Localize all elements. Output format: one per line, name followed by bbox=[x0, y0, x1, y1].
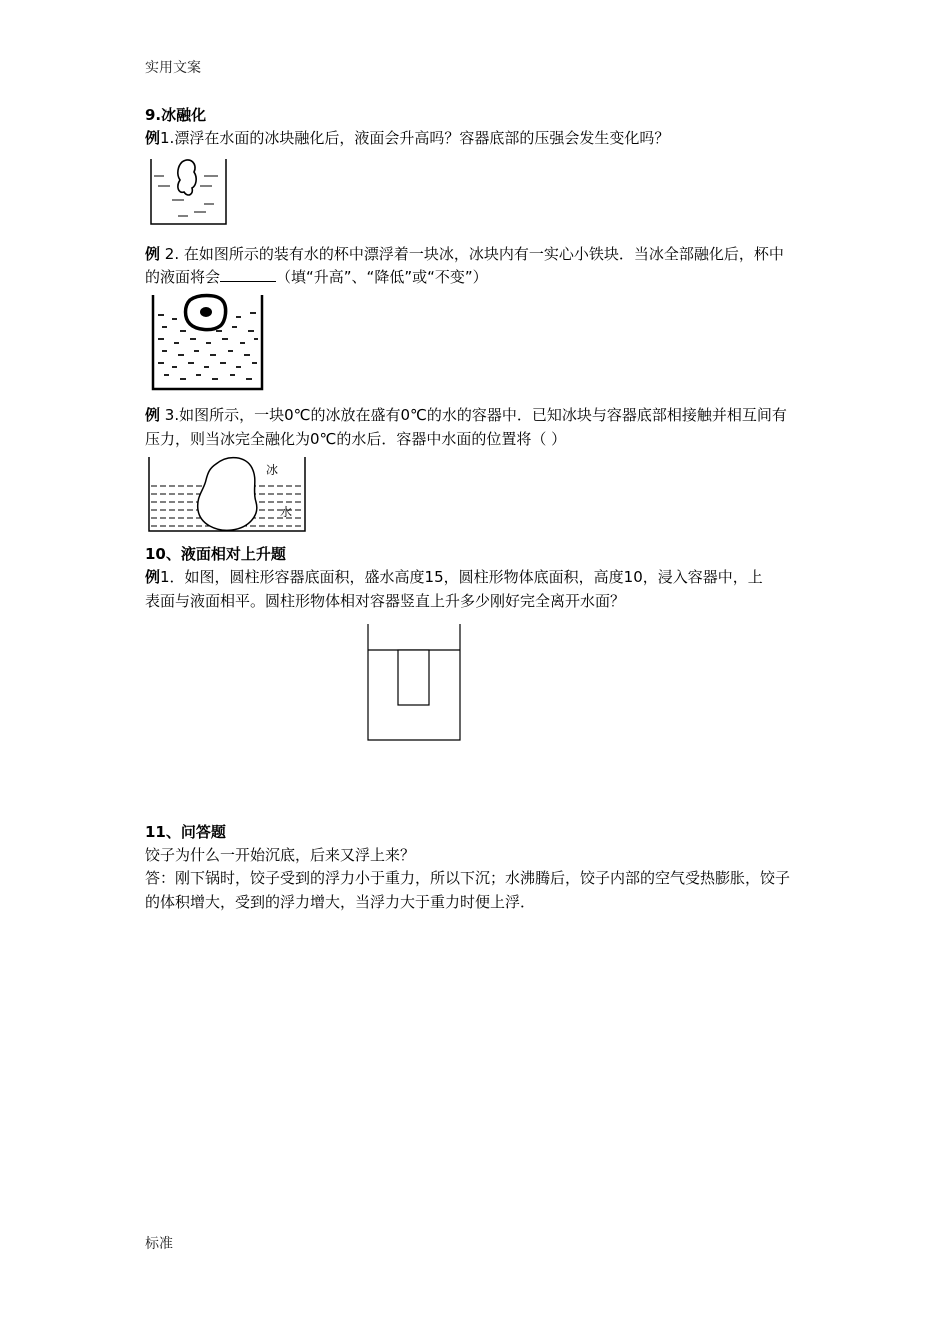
water-label: 水 bbox=[280, 505, 293, 519]
answer-blank bbox=[220, 267, 276, 282]
ice-label: 冰 bbox=[266, 463, 279, 477]
section-11-answer-line-1: 答：刚下锅时，饺子受到的浮力小于重力，所以下沉；水沸腾后，饺子内部的空气受热膨胀，饺子 bbox=[145, 869, 791, 887]
example-label: 例 bbox=[145, 129, 161, 147]
section-11-title: 11、问答题 bbox=[145, 823, 226, 841]
section-10-text: 1．如图，圆柱形容器底面积，盛水高度15，圆柱形物体底面积，高度10，浸入容器中，上 bbox=[160, 568, 763, 586]
figure-cylinder-in-container bbox=[364, 622, 464, 744]
example-2-text: 2. 在如图所示的装有水的杯中漂浮着一块冰，冰块内有一实心小铁块．当冰全部融化后，杯中 bbox=[160, 245, 784, 263]
section-11-answer-line-2: 的体积增大，受到的浮力增大，当浮力大于重力时便上浮． bbox=[145, 893, 536, 911]
example-2-text-b: （填“升高”、“降低”或“不变”） bbox=[276, 268, 488, 286]
section-9-example-2-line-2 bbox=[145, 266, 488, 287]
example-label: 例 bbox=[145, 568, 161, 586]
section-9-example-3-line-2 bbox=[145, 428, 566, 449]
page-header: 实用文案 bbox=[145, 60, 201, 76]
figure-floating-ice bbox=[148, 156, 230, 228]
figure-ice-with-iron bbox=[150, 292, 265, 392]
section-10-text-2: 表面与液面相平。圆柱形物体相对容器竖直上升多少刚好完全离开水面？ bbox=[145, 592, 626, 610]
section-10-title: 10、液面相对上升题 bbox=[145, 545, 286, 563]
example-3-text-2: 压力，则当冰完全融化为0℃的水后．容器中水面的位置将（ ） bbox=[145, 430, 567, 448]
section-11-question: 饺子为什么一开始沉底，后来又浮上来？ bbox=[145, 846, 416, 864]
example-label: 例 bbox=[145, 406, 161, 424]
section-9-example-3-line-1 bbox=[145, 404, 787, 425]
page-footer: 标准 bbox=[145, 1236, 173, 1252]
example-2-text-a: 的液面将会 bbox=[145, 268, 221, 286]
section-9-example-2-line-1 bbox=[145, 243, 784, 264]
example-1-text: 1.漂浮在水面的冰块融化后，液面会升高吗？容器底部的压强会发生变化吗？ bbox=[160, 129, 670, 147]
example-label: 例 bbox=[145, 245, 161, 263]
section-10-example-1-line-1 bbox=[145, 566, 763, 587]
example-3-text: 3.如图所示，一块0℃的冰放在盛有0℃的水的容器中．已知冰块与容器底部相接触并相互间有 bbox=[160, 406, 787, 424]
figure-ice-on-bottom bbox=[146, 454, 308, 534]
section-9-title: 9.冰融化 bbox=[145, 106, 207, 124]
section-9-example-1 bbox=[145, 127, 669, 148]
section-10-example-1-line-2 bbox=[145, 590, 625, 611]
